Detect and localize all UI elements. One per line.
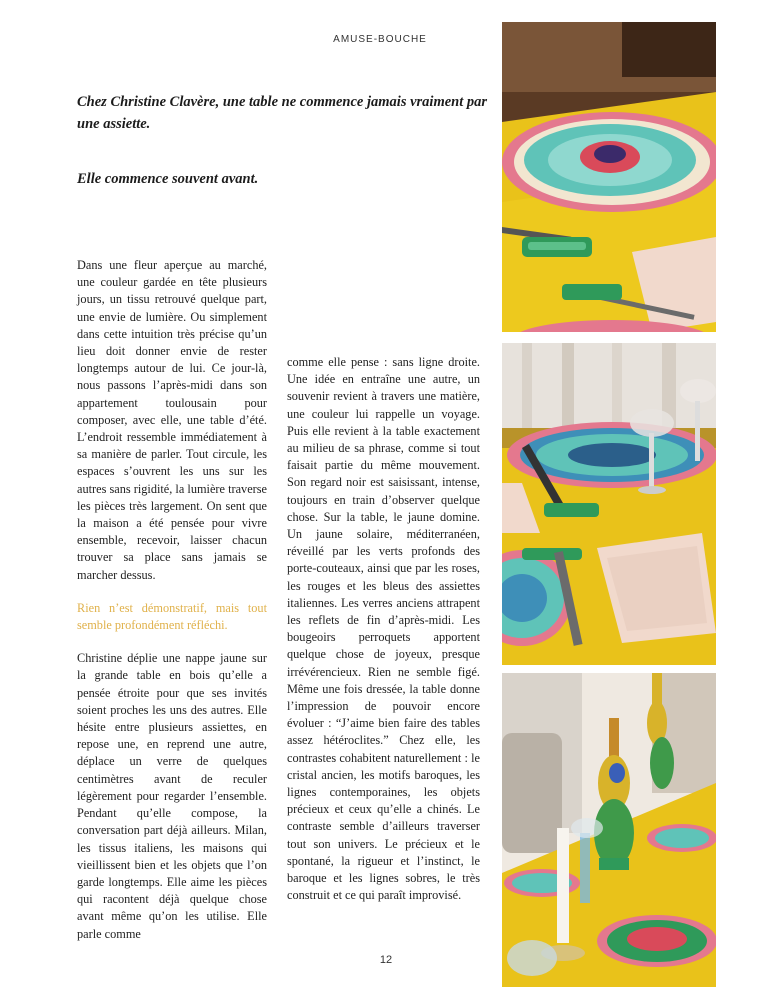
- lead-paragraph-2: Elle commence souvent avant.: [77, 171, 259, 187]
- photo-plate-closeup: [502, 22, 716, 332]
- page-number: 12: [379, 954, 393, 966]
- body-paragraph: comme elle pense : sans ligne droite. Une idée en entraîne une autre, un souvenir revient à travers une matière, une couleur lui rappelle un voyage. Puis elle revient à la table exactement au milieu de sa phrase, comme si tout faisait partie du même mouvement. Son regard noir est saisissant, intense, toujours en train d’observer quelque chose. Sur la table, le jaune domine. Un jaune solaire, méditerranéen, réveillé par les verts profonds des porte-couteaux, ainsi que par les roses, les rouges et les bleus des assiettes italiennes. Les verres anciens attrapent les reflets de fin d’après-midi. Les bougeoirs perroquets apportent quelque chose de joyeux, presque irrévérencieux. Rien ne semble figé. Même une fois dressée, la table donne l’impression de pouvoir encore évoluer : “J’aime bien faire des tables assez hétéroclites.” Chez elle, les contrastes cohabitent naturellement : le cristal ancien, les motifs baroques, les lignes contemporaines, les objets précieux et ceux qu’elle a chinés. Le contraste semble d’ailleurs traverser tout son univers. Le précieux et le spontané, la rigueur et l’instinct, le baroque et les lignes sobres, le très construit et ce qui paraît improvisé.: [287, 355, 480, 903]
- photo-parrot-candleholders: [502, 673, 716, 987]
- lead-paragraph-1: Chez Christine Clavère, une table ne commence jamais vraiment par une assiette.: [77, 94, 488, 132]
- running-header: AMUSE-BOUCHE: [333, 34, 427, 45]
- text-column-right: [287, 354, 480, 921]
- photo-place-setting: [502, 343, 716, 665]
- body-paragraph: Christine déplie une nappe jaune sur la grande table en bois qu’elle a pensée étroite pour que ses invités soient proches les uns des autres. Elle hésite entre plusieurs assiettes, en repose une, en reprend une autre, déplace un verre de quelques centimètres avant de reculer légèrement pour regarder l’ensemble. Pendant qu’elle compose, la conversation part déjà ailleurs. Milan, les tissus italiens, les maisons qui vieillissent bien et les objets que l’on garde longtemps. Elle aime les pièces qui racontent déjà quelque chose avant même qu’on les utilise. Elle parle comme: [77, 651, 267, 941]
- body-paragraph: Dans une fleur aperçue au marché, une couleur gardée en tête plusieurs jours, un tissu retrouvé quelque part, une envie de lumière. Ou simplement dans cette intuition très précise qu’un lieu doit donner envie de rester longtemps autour de lui. Ce jour-là, nous passons l’après-midi dans son appartement toulousain pour composer, avec elle, une table d’été. L’endroit ressemble immédiatement à sa manière de parler. Tout circule, les espaces s’ouvrent les uns sur les autres sans rigidité, la lumière traverse les pièces très largement. On sent que la maison a été pensée pour vivre ensemble, recevoir, laisser chacun trouver sa place sans jamais se marcher dessus.: [77, 258, 267, 582]
- pull-quote: Rien n’est démonstratif, mais tout semble profondément réfléchi.: [77, 600, 267, 633]
- text-column-left: [77, 257, 267, 959]
